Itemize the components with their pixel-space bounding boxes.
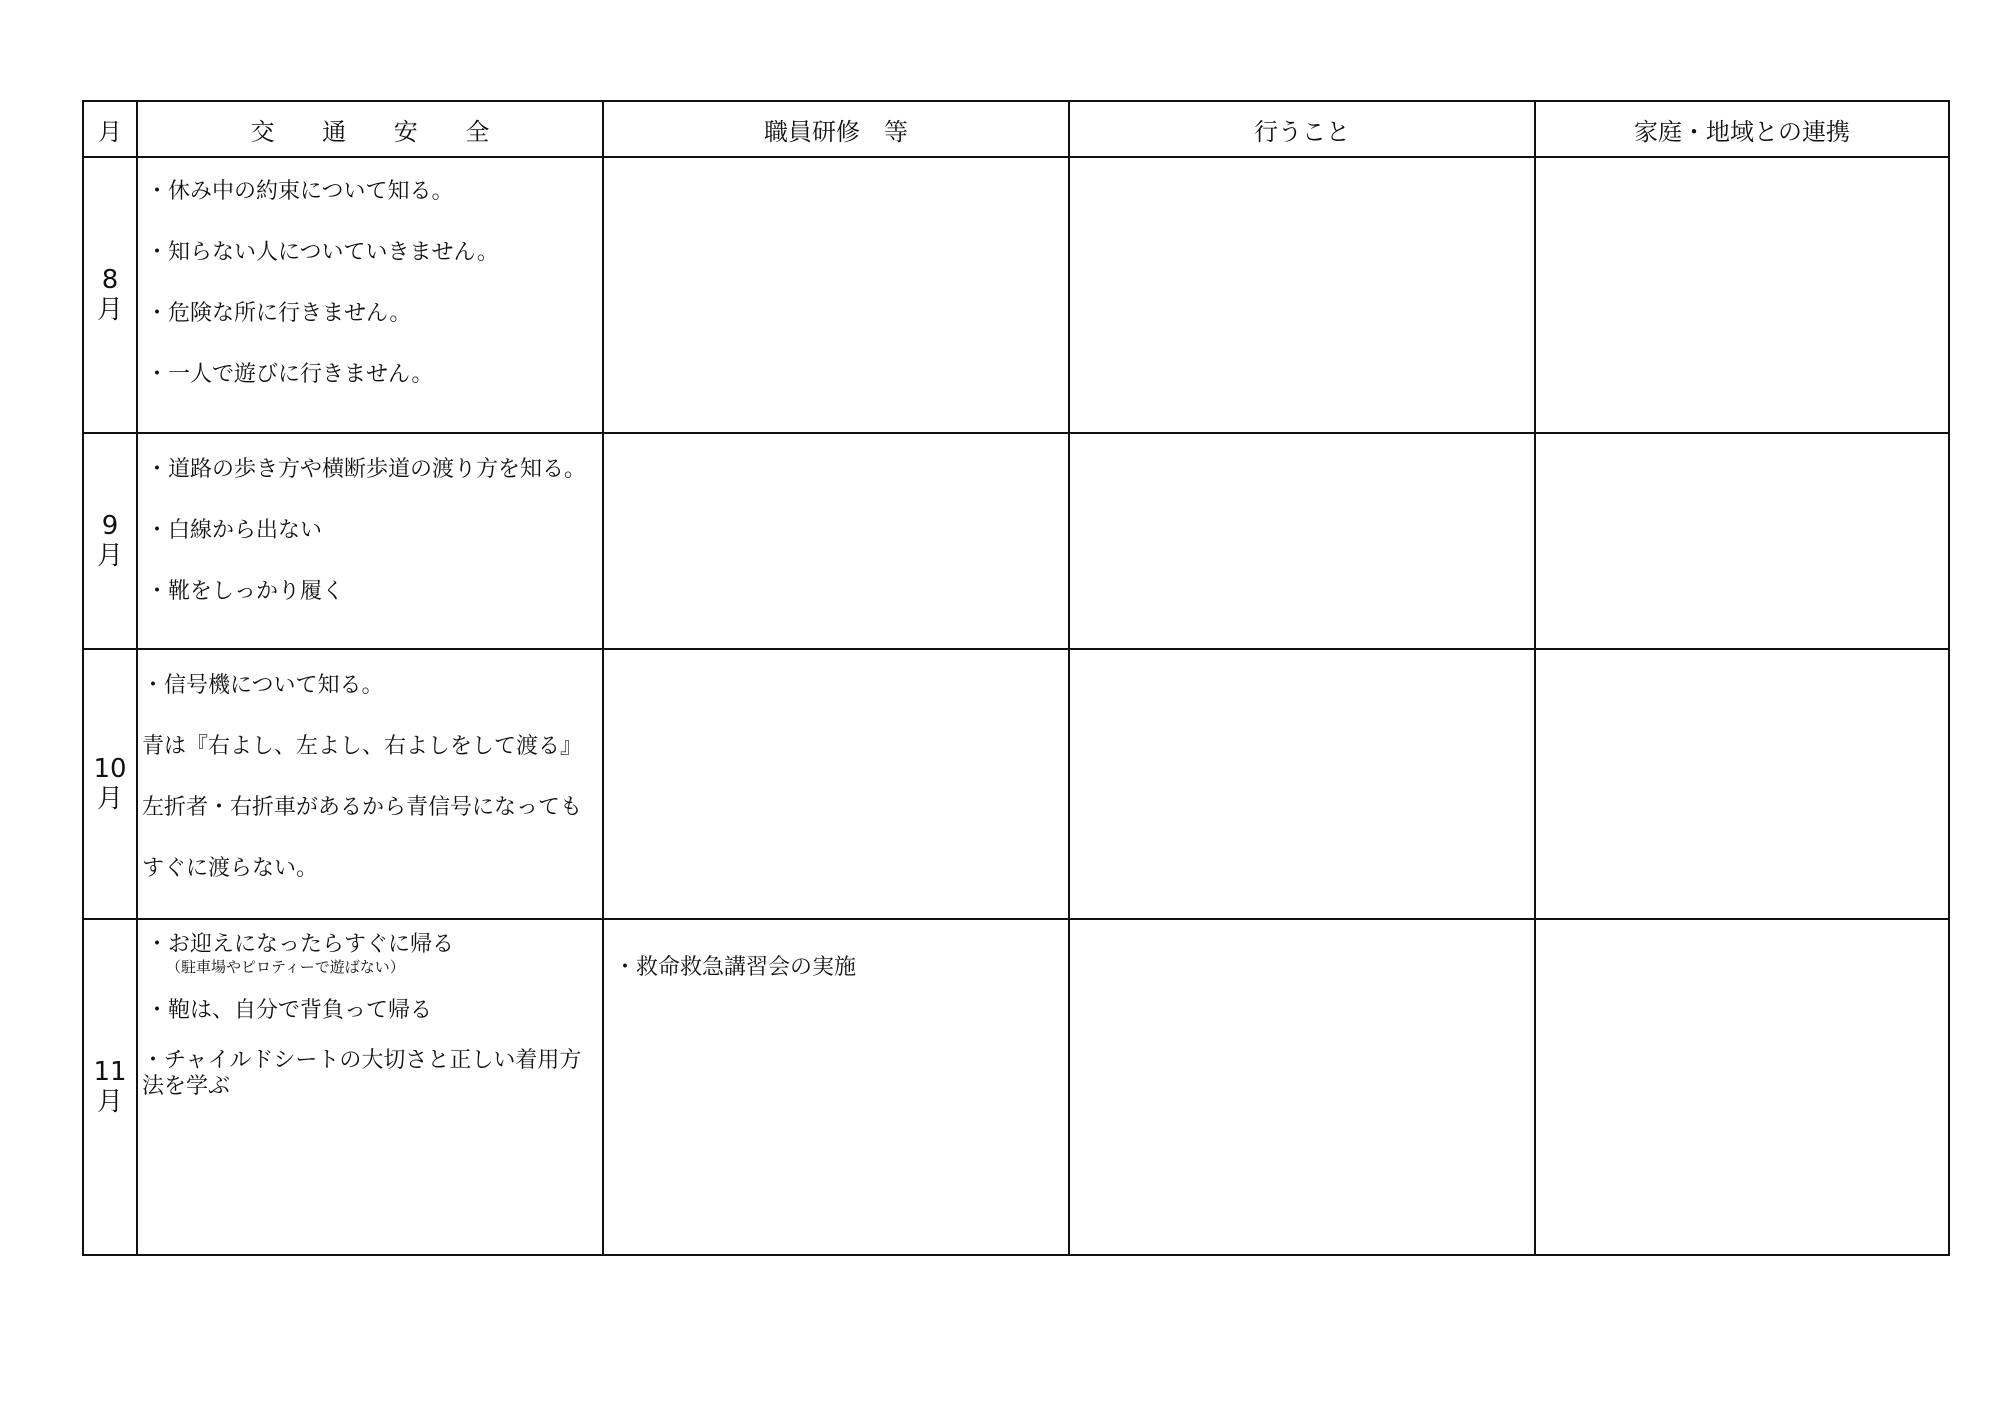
safety-item: すぐに渡らない。 — [142, 856, 319, 881]
month-cell-september — [83, 433, 137, 649]
safety-note: （駐車場やピロティーで遊ばない） — [166, 958, 405, 976]
training-cell-october — [603, 649, 1069, 919]
training-cell-november — [603, 919, 1069, 1255]
safety-item: ・靴をしっかり履く — [146, 579, 345, 604]
header-traffic-safety — [137, 101, 603, 157]
training-cell-august — [603, 157, 1069, 433]
header-family-community: 家庭・地域との連携 — [1535, 101, 1949, 157]
family-cell-october — [1535, 649, 1949, 919]
family-cell-november — [1535, 919, 1949, 1255]
training-cell-september — [603, 433, 1069, 649]
monthly-plan-table — [82, 100, 1950, 1256]
row-october — [83, 649, 1949, 919]
header-row — [83, 101, 1949, 157]
header-traffic-safety-label: 交 通 安 全 — [250, 117, 510, 146]
safety-cell-october — [137, 649, 603, 919]
month-number: 9 — [101, 511, 119, 541]
activities-cell-september — [1069, 433, 1535, 649]
month-cell-november — [83, 919, 137, 1255]
safety-item: ・知らない人についていきません。 — [146, 240, 499, 265]
family-cell-september — [1535, 433, 1949, 649]
training-item: ・救命救急講習会の実施 — [614, 955, 857, 980]
safety-item: ・お迎えになったらすぐに帰る — [146, 932, 455, 957]
month-cell-october — [83, 649, 137, 919]
safety-cell-august — [137, 157, 603, 433]
safety-item: ・危険な所に行きません。 — [146, 301, 412, 326]
activities-cell-november — [1069, 919, 1535, 1255]
month-cell-august — [83, 157, 137, 433]
safety-item: 青は『右よし、左よし、右よしをして渡る』 — [142, 734, 583, 759]
header-activities: 行うこと — [1069, 101, 1535, 157]
month-unit: 月 — [96, 784, 123, 814]
safety-cell-november — [137, 919, 603, 1255]
family-cell-august — [1535, 157, 1949, 433]
header-staff-training: 職員研修 等 — [603, 101, 1069, 157]
month-number: 8 — [101, 265, 119, 295]
plan-sheet — [82, 100, 1948, 1256]
activities-cell-october — [1069, 649, 1535, 919]
row-august — [83, 157, 1949, 433]
safety-item: 左折者・右折車があるから青信号になっても — [142, 795, 583, 820]
safety-cell-september — [137, 433, 603, 649]
month-number: 11 — [93, 1057, 127, 1087]
row-november — [83, 919, 1949, 1255]
safety-item: ・道路の歩き方や横断歩道の渡り方を知る。 — [146, 457, 587, 482]
month-unit: 月 — [96, 541, 123, 571]
safety-item: ・白線から出ない — [146, 518, 323, 543]
safety-item: ・一人で遊びに行きません。 — [146, 362, 434, 387]
safety-item: ・鞄は、自分で背負って帰る — [146, 998, 433, 1023]
safety-item: ・信号機について知る。 — [142, 673, 384, 698]
safety-item: ・チャイルドシートの大切さと正しい着用方法を学ぶ — [142, 1048, 582, 1099]
month-unit: 月 — [96, 295, 123, 325]
month-unit: 月 — [96, 1087, 123, 1117]
header-month: 月 — [83, 101, 137, 157]
month-number: 10 — [93, 754, 127, 784]
safety-item: ・休み中の約束について知る。 — [146, 179, 454, 204]
row-september — [83, 433, 1949, 649]
activities-cell-august — [1069, 157, 1535, 433]
